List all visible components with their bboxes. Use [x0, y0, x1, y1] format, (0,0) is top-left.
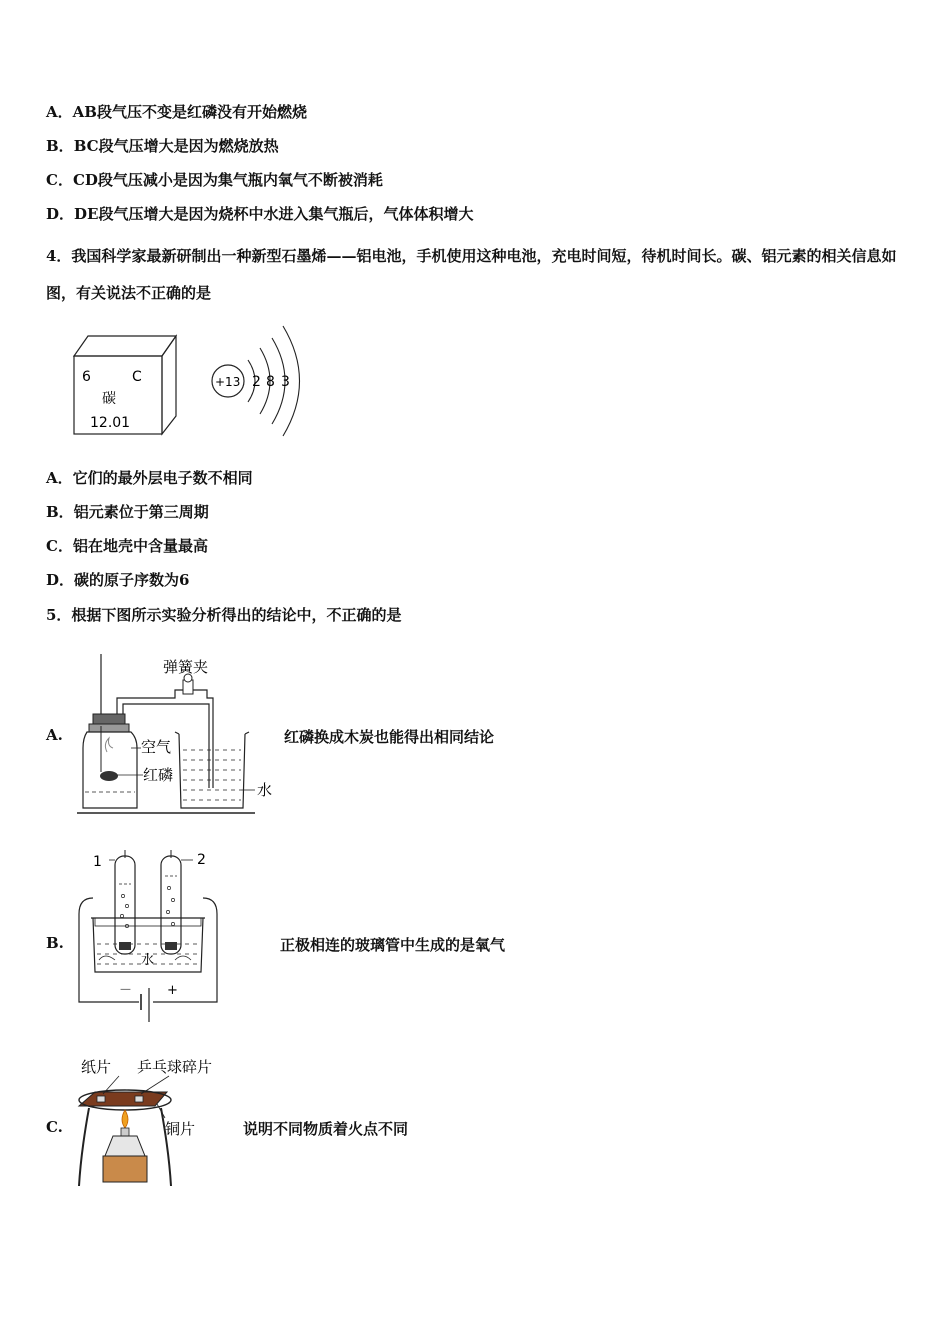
shell-3-count: 3	[281, 374, 290, 390]
q3-option-c: C．CD段气压减小是因为集气瓶内氧气不断被消耗	[46, 171, 383, 189]
q4-option-b: B．铝元素位于第三周期	[46, 503, 209, 521]
label-tube-1: 1	[93, 854, 102, 870]
q4-stem: 4．我国科学家最新研制出一种新型石墨烯——铝电池，手机使用这种电池，充电时间短，待机时间长。碳、铝元素的相关信息如图，有关说法不正确的是	[46, 247, 897, 302]
q4-option-c: C．铝在地壳中含量最高	[46, 537, 208, 555]
label-water-a: 水	[257, 781, 273, 799]
shell-1-count: 2	[252, 374, 261, 390]
carbon-symbol: C	[132, 369, 142, 385]
label-positive: +	[167, 983, 178, 998]
carbon-element-box	[74, 336, 176, 434]
label-pingpong: 乒乓球碎片	[137, 1058, 213, 1076]
q5-a-figure	[75, 652, 285, 818]
q4-option-a: A．它们的最外层电子数不相同	[46, 469, 253, 487]
label-air: 空气	[141, 738, 172, 756]
q4-option-d: D．碳的原子序数为6	[46, 571, 190, 589]
q5-option-c-text: 说明不同物质着火点不同	[243, 1120, 409, 1138]
nucleus-charge: +13	[215, 375, 241, 389]
label-negative: －	[119, 983, 133, 998]
label-phosphorus: 红磷	[143, 766, 174, 784]
carbon-number: 6	[82, 369, 91, 385]
q5-option-c-letter: C.	[46, 1118, 63, 1136]
carbon-name: 碳	[102, 391, 116, 407]
q5-option-a-text: 红磷换成木炭也能得出相同结论	[284, 728, 495, 746]
q5-stem: 5．根据下图所示实验分析得出的结论中，不正确的是	[46, 606, 402, 624]
q4-figure	[70, 320, 310, 440]
aluminum-atom-diagram	[212, 326, 300, 436]
q5-b-figure	[75, 848, 235, 1026]
carbon-mass: 12.01	[90, 415, 131, 431]
shell-2-count: 8	[266, 374, 275, 390]
label-tube-2: 2	[197, 852, 206, 868]
q5-option-b-text: 正极相连的玻璃管中生成的是氧气	[280, 936, 506, 954]
label-water-b: 水	[141, 953, 155, 968]
q5-c-figure	[75, 1052, 235, 1192]
q3-option-b: B．BC段气压增大是因为燃烧放热	[46, 137, 279, 155]
q5-option-b-letter: B.	[46, 934, 64, 952]
label-clamp: 弹簧夹	[163, 658, 209, 676]
label-copper: 铜片	[165, 1120, 196, 1138]
q3-option-d: D．DE段气压增大是因为烧杯中水进入集气瓶后，气体体积增大	[46, 205, 474, 223]
q3-option-a: A．AB段气压不变是红磷没有开始燃烧	[46, 103, 307, 121]
label-paper: 纸片	[81, 1058, 112, 1076]
q5-option-a-letter: A.	[46, 726, 63, 744]
